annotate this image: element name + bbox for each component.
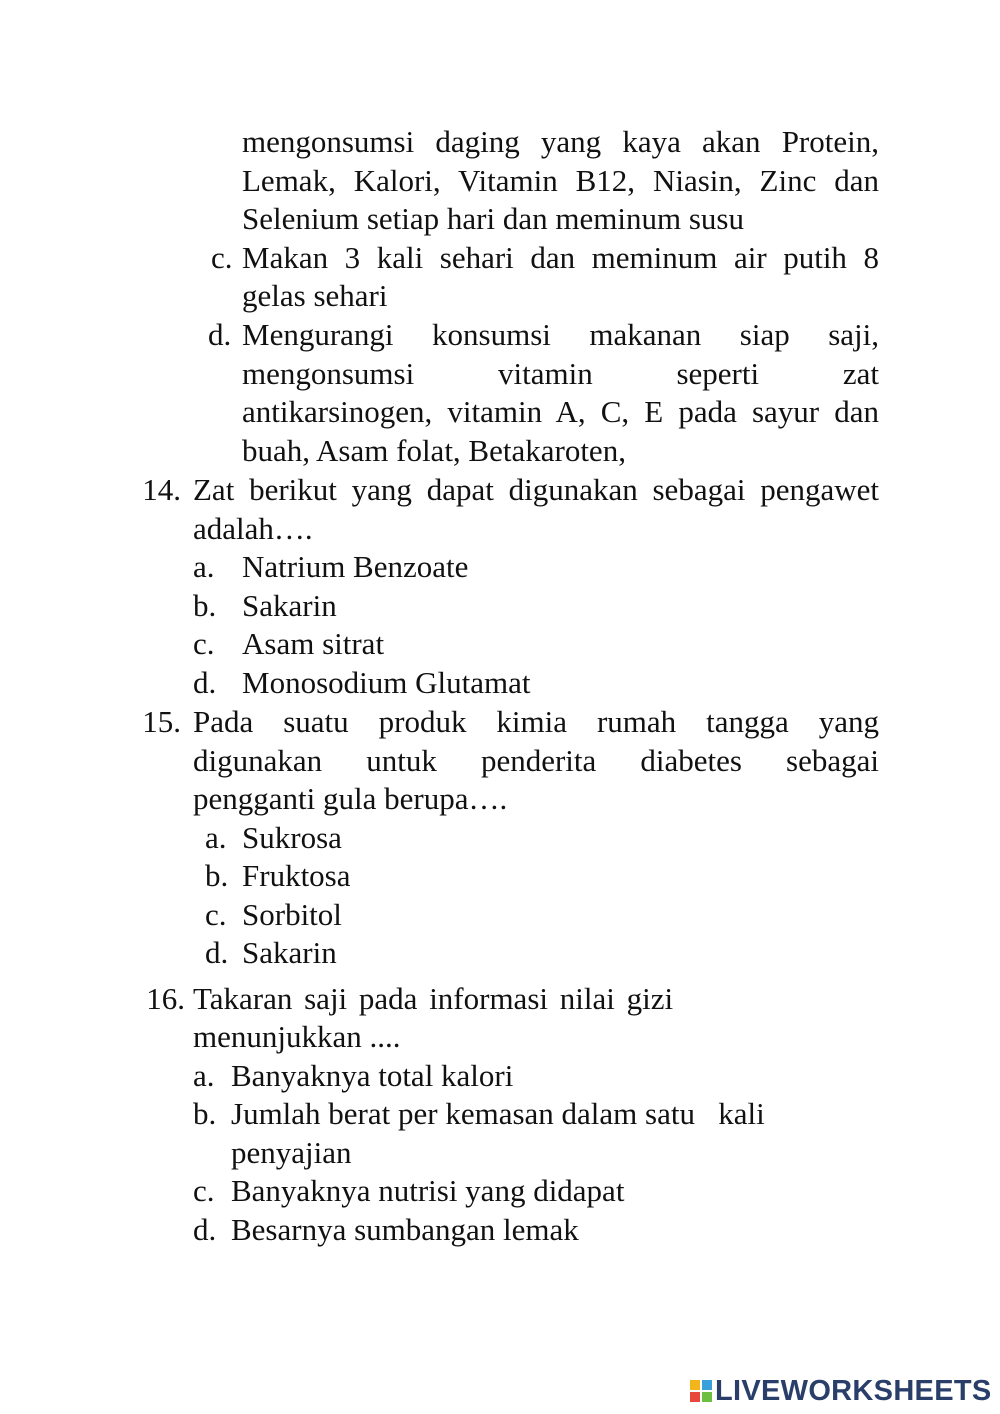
- option-text[interactable]: Besarnya sumbangan lemak: [231, 1212, 579, 1247]
- q13-option-b-line: mengonsumsi daging yang kaya akan Protein,: [242, 124, 879, 159]
- question-text-line: menunjukkan ....: [193, 1019, 401, 1054]
- option-text[interactable]: Asam sitrat: [242, 626, 385, 661]
- logo-mark-icon: [690, 1380, 712, 1402]
- option-label: c.: [205, 897, 227, 932]
- q13-option-d-line: antikarsinogen, vitamin A, C, E pada sayur dan: [242, 394, 879, 429]
- question-text-line: Takaran saji pada informasi nilai gizi: [193, 981, 674, 1016]
- q13-option-c-label: c.: [211, 240, 233, 275]
- q13-option-d-line: buah, Asam folat, Betakaroten,: [242, 433, 626, 468]
- option-text[interactable]: Sorbitol: [242, 897, 342, 932]
- option-text[interactable]: Jumlah berat per kemasan dalam satu kali: [231, 1096, 765, 1131]
- logo-text: LIVEWORKSHEETS: [715, 1374, 992, 1407]
- question-number: 14.: [142, 472, 181, 507]
- q13-option-c-line: Makan 3 kali sehari dan meminum air putih 8: [242, 240, 879, 275]
- option-text[interactable]: Banyaknya nutrisi yang didapat: [231, 1173, 625, 1208]
- question-text-line: Zat berikut yang dapat digunakan sebagai pengawet: [193, 472, 879, 507]
- logo-square-4: [702, 1392, 712, 1402]
- option-label: a.: [205, 820, 227, 855]
- option-label: d.: [193, 1212, 217, 1247]
- liveworksheets-logo: [690, 1373, 992, 1409]
- option-label: a.: [193, 549, 215, 584]
- option-text[interactable]: Sakarin: [242, 588, 337, 623]
- q13-option-d-line: Mengurangi konsumsi makanan siap saji,: [242, 317, 879, 352]
- logo-square-3: [690, 1392, 700, 1402]
- option-text[interactable]: Sukrosa: [242, 820, 342, 855]
- question-number: 16.: [146, 981, 185, 1016]
- option-text[interactable]: Monosodium Glutamat: [242, 665, 531, 700]
- option-text[interactable]: Fruktosa: [242, 858, 351, 893]
- option-text[interactable]: Sakarin: [242, 935, 337, 970]
- option-label: d.: [205, 935, 229, 970]
- q13-option-b-line: Lemak, Kalori, Vitamin B12, Niasin, Zinc dan: [242, 163, 879, 198]
- option-label: c.: [193, 1173, 215, 1208]
- option-label: a.: [193, 1058, 215, 1093]
- question-text-line: pengganti gula berupa….: [193, 781, 508, 816]
- option-label: b.: [193, 588, 217, 623]
- q13-option-d-line: mengonsumsi vitamin seperti zat: [242, 356, 879, 391]
- option-text-continued[interactable]: penyajian: [231, 1135, 352, 1170]
- question-text-line: Pada suatu produk kimia rumah tangga yang: [193, 704, 879, 739]
- option-text[interactable]: Natrium Benzoate: [242, 549, 469, 584]
- logo-square-2: [702, 1380, 712, 1390]
- option-label: b.: [205, 858, 229, 893]
- question-text-line: adalah….: [193, 511, 313, 546]
- q13-option-d-label: d.: [208, 317, 232, 352]
- question-text-line: digunakan untuk penderita diabetes sebagai: [193, 743, 879, 778]
- q13-option-b-line: Selenium setiap hari dan meminum susu: [242, 201, 744, 236]
- option-label: b.: [193, 1096, 217, 1131]
- option-label: d.: [193, 665, 217, 700]
- question-number: 15.: [142, 704, 181, 739]
- logo-square-1: [690, 1380, 700, 1390]
- q13-option-c-line: gelas sehari: [242, 278, 388, 313]
- option-text[interactable]: Banyaknya total kalori: [231, 1058, 514, 1093]
- option-label: c.: [193, 626, 215, 661]
